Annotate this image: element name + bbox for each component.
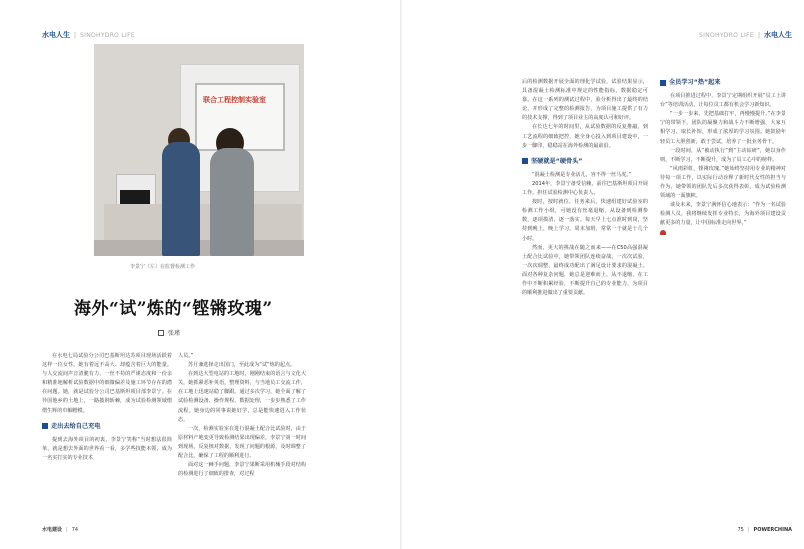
cabinet-label: 联合工程控制实验室 [203, 96, 266, 104]
person-left [162, 142, 200, 256]
footer-right: 75 | POWERCHINA [737, 527, 792, 533]
page-number-left: 74 [71, 526, 79, 533]
right-page [402, 0, 804, 549]
article-photo [94, 44, 304, 256]
end-mark-icon [660, 230, 666, 235]
section-name-en: SINOHYDRO LIFE [80, 31, 135, 39]
section-heading-1: 走出去给自己充电 [42, 422, 172, 431]
article-author: 张瑾 [158, 328, 180, 337]
column-1: 在水电七局试验分公司巴基斯坦达苏项目现场活跃着这样一位女性，她有着远不高大、却蕴含着巨大的能量。与人交流间声音清脆有力，一丝不苟的严谨态度和一份亲和精准地解析试验数据中的细微偏差及施工环节存在的潜在问题。她，就是试验分公司巴基斯坦项目部李景宁。在异国他乡的土地上，一路披荆斩棘，成为试验检测领域熠熠生辉的巾帼楷模。 走出去给自己充电 提到去海外项目的初衷，李景宁笑称“当时想法很简单，就是想去外面的世界看一看，多学些技能本领，成为一名实打实的专业技术 [42, 353, 172, 461]
header-right: SINOHYDRO LIFE | 水电人生 [699, 31, 792, 39]
article-title: 海外“试”炼的“铿锵玫瑰” [74, 299, 273, 319]
photo-caption: 李景宁（左）在监督检测工作 [130, 264, 196, 270]
column-3: 后的检测数据开展全面的理化学试验，试验结果显示，具备混凝土检测标准中规定的性能指标，数据稳定可靠。在这一系列的测试过程中，验分析得出了最终的结论，并形成了完整的检测报告，为项目施工提供了有力的技术支撑，得到了项目业主的高度认可和好评。 在长达七年的时间里，从试验数据的反复推敲，到工艺流程的细致把控，她全身心投入到项目建设中，一步一脚印，稳稳站在海外检测的最前沿。 坚硬就是“硬骨头” “混凝土检测是专业活儿，容不得一丝马虎。” 2014年，李景宁备受信赖，前往巴基斯坦项目开展工作。担任试验检测中心负责人。 按时，按时就位，任务来后，快速组建好试验室的检测工作小组，可她没有丝毫退缩，从设备到检测参数，逐项摸清，逐一落实。每天早上七点准时到岗，坚持到晚上，晚上学习，周末加班，常常一干就是十几个小时。 然而，更大的挑战在随之而来——在C50高强混凝土配合比试验中，她带领团队连续奋战，一次次试验，一次次调整，最终成功配出了满足设计要求的混凝土。面对各种复杂问题，她总是迎难而上，从不退缩，在工作中不断积累经验，不断提升自己的专业能力，为项目的顺利推进做出了重要贡献。 [522, 79, 648, 297]
section-heading-3: 全员学习“热”起来 [660, 78, 786, 87]
footer-left: 水电建设 | 74 [42, 526, 79, 533]
column-2: 人员。” 苏月兼选择走出国门，至此成为“试”炼的起点。 在到达大型电站的工地时，刚刚结束的语言与文化大关，她抓紧恶补英语，整理资料，与当地员工交流工作，在工地上迅速站稳了脚跟。通过多次学习，她全面了解了试验检测设备、操作规程、数据处理，一步步熟悉了工作流程。她身边的同事说她好学，总是能快速进入工作状态。 一次，检测实验室在进行混凝土配合比试验时，由于原材料产地变更导致检测结果出现偏差。李景宁第一时间到现场，反复核对数据，发现了问题的根源，及时调整了配合比，确保了工程的顺利进行。 面对这一棘手问题，李景宁果断采用机械手段对结构的检测进行了细致的排查，对过程 [178, 353, 306, 478]
header-left: 水电人生 | SINOHYDRO LIFE [42, 31, 135, 39]
column-4: 全员学习“热”起来 在项目推进过程中，李景宁定期组织开展“员工上讲台”等培训活动，让每位员工都有机会学习新知识。 “一步一步来，先把基础打牢，再慢慢提升。”在李景宁的带领下，团队的凝聚力和战斗力不断增强，大家互相学习、取长补短，形成了浓厚的学习氛围。她鼓励年轻员工大胆创新，敢于尝试，培养了一批业务骨干。 一段时间，从“被动执行”到“主动钻研”，她以身作则，不断学习，不断提升，成为了员工心中的榜样。 “风雨彩虹，铿锵玫瑰。”她始终坚持用专业的精神对待每一项工作，以实际行动诠释了新时代女性的担当与作为，她带领的团队先后多次获得表彰，成为试验检测领域的一面旗帜。 谈及未来，李景宁满怀信心地表示：“作为一名试验检测人员，我将继续发挥专业特长，为海外项目建设贡献更多的力量，让中国标准走向世界。” [660, 78, 786, 502]
section-heading-2: 坚硬就是“硬骨头” [522, 157, 648, 166]
author-marker [158, 330, 164, 336]
section-name: 水电人生 [42, 31, 70, 39]
page-number-right: 75 [737, 527, 744, 533]
person-right [210, 148, 254, 256]
